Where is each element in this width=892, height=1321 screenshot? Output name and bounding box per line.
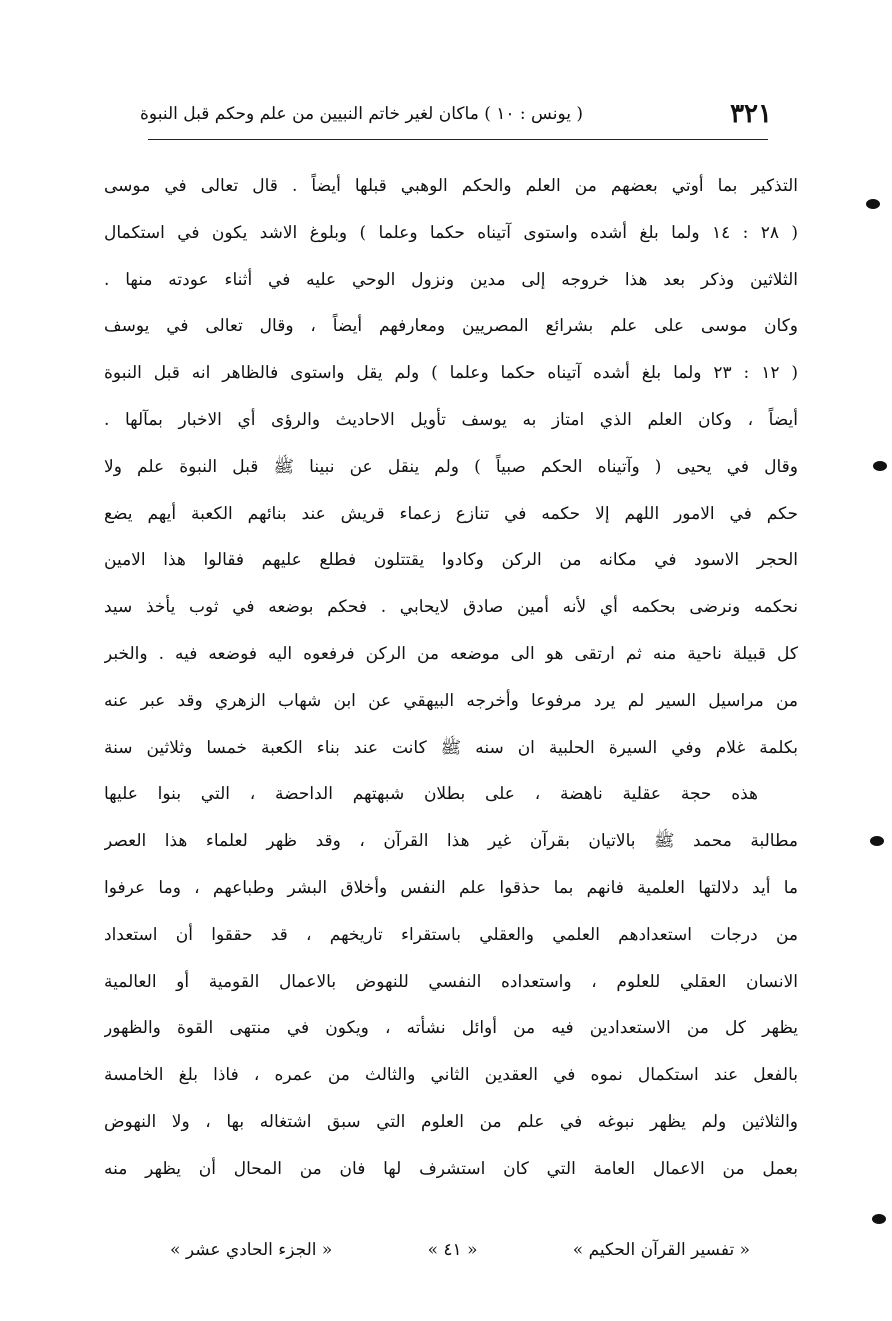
text-line: يظهر كل من الاستعدادين فيه من أوائل نشأته ، ويكون في منتهى القوة والظهور — [104, 1018, 798, 1039]
text-line: الثلاثين وذكر بعد هذا خروجه إلى مدين ونزول الوحي عليه في أثناء عودته منها . — [104, 269, 798, 290]
text-line: والثلاثين ولم يظهر نبوغه في علم من العلوم التي سبق اشتغاله بها ، ولا النهوض — [104, 1111, 798, 1132]
text-line: من درجات استعدادهم العلمي والعقلي باستقراء تاريخهم ، قد حققوا أن استعداد — [104, 924, 798, 945]
margin-hole-mark — [866, 199, 880, 209]
text-line: الانسان العقلي للعلوم ، واستعداده النفسي للنهوض بالاعمال القومية أو العالمية — [104, 971, 798, 992]
text-line: نحكمه ونرضى بحكمه أي لأنه أمين صادق لايحابي . فحكم بوضعه في ثوب يأخذ سيد — [104, 597, 798, 618]
text-line: بعمل من الاعمال العامة التي كان استشرف لها فان من المحال أن يظهر منه — [104, 1158, 798, 1179]
text-line: وقال في يحيى ( وآتيناه الحكم صبياً ) ولم ينقل عن نبينا ﷺ قبل النبوة علم ولا — [104, 456, 798, 477]
footer-book-title: « تفسير القرآن الحكيم » — [572, 1240, 750, 1260]
text-line: ما أيد دلالتها العلمية فانهم بما حذقوا علم النفس وأخلاق البشر وطباعهم ، وما عرفوا — [104, 877, 798, 898]
text-line: التذكير بما أوتي بعضهم من العلم والحكم الوهبي قبلها أيضاً . قال تعالى في موسى — [104, 176, 798, 196]
text-line: بالفعل عند استكمال نموه في العقدين الثاني والثالث من عمره ، فاذا بلغ الخامسة — [104, 1065, 798, 1086]
header-divider — [148, 139, 768, 140]
margin-hole-mark — [873, 461, 887, 471]
text-line: حكم في الامور اللهم إلا حكمه في تنازع زعماء قريش عند بنائهم الكعبة أيهم يضع — [104, 503, 798, 524]
page-header — [140, 92, 772, 136]
text-line: كل قبيلة ناحية منه ثم ارتقى هو الى موضعه من الركن فرفعوه اليه فوضعه فيه . والخبر — [104, 643, 798, 664]
text-line: الحجر الاسود في مكانه من الركن وكادوا يقتتلون فطلع عليهم فقالوا هذا الامين — [104, 550, 798, 571]
text-line: بكلمة غلام وفي السيرة الحلبية ان سنه ﷺ كانت عند بناء الكعبة خمسا وثلاثين سنة — [104, 737, 798, 758]
body-text — [104, 163, 798, 1193]
text-line: أيضاً ، وكان العلم الذي امتاز به يوسف تأويل الاحاديث والرؤى أي الاخبار بمآلها . — [104, 409, 798, 430]
text-line: من مراسيل السير لم يرد مرفوعا وأخرجه البيهقي عن ابن شهاب الزهري وقد عبر عنه — [104, 690, 798, 711]
margin-hole-mark — [870, 836, 884, 846]
text-line: ( ١٢ : ٢٣ ولما بلغ أشده آتيناه حكما وعلما ) ولم يقل واستوى فالظاهر انه قبل النبوة — [104, 363, 798, 384]
page-footer — [170, 1232, 750, 1268]
margin-hole-mark — [872, 1214, 886, 1224]
footer-part-label: « الجزء الحادي عشر » — [170, 1240, 333, 1260]
footer-page-number: « ٤١ » — [427, 1240, 478, 1260]
header-page-number: ٣٢١ — [730, 99, 772, 129]
paragraph-start-line: هذه حجة عقلية ناهضة ، على بطلان شبهتهم الداحضة ، التي بنوا عليها — [104, 784, 758, 805]
header-title: ( يونس : ١٠ ) ماكان لغير خاتم النبيين من علم وحكم قبل النبوة — [140, 104, 584, 124]
text-line: وكان موسى على علم بشرائع المصريين ومعارفهم أيضاً ، وقال تعالى في يوسف — [104, 316, 798, 337]
text-line: ( ٢٨ : ١٤ ولما بلغ أشده واستوى آتيناه حكما وعلما ) وبلوغ الاشد يكون في استكمال — [104, 222, 798, 243]
text-line: مطالبة محمد ﷺ بالاتيان بقرآن غير هذا القرآن ، وقد ظهر لعلماء هذا العصر — [104, 831, 798, 852]
